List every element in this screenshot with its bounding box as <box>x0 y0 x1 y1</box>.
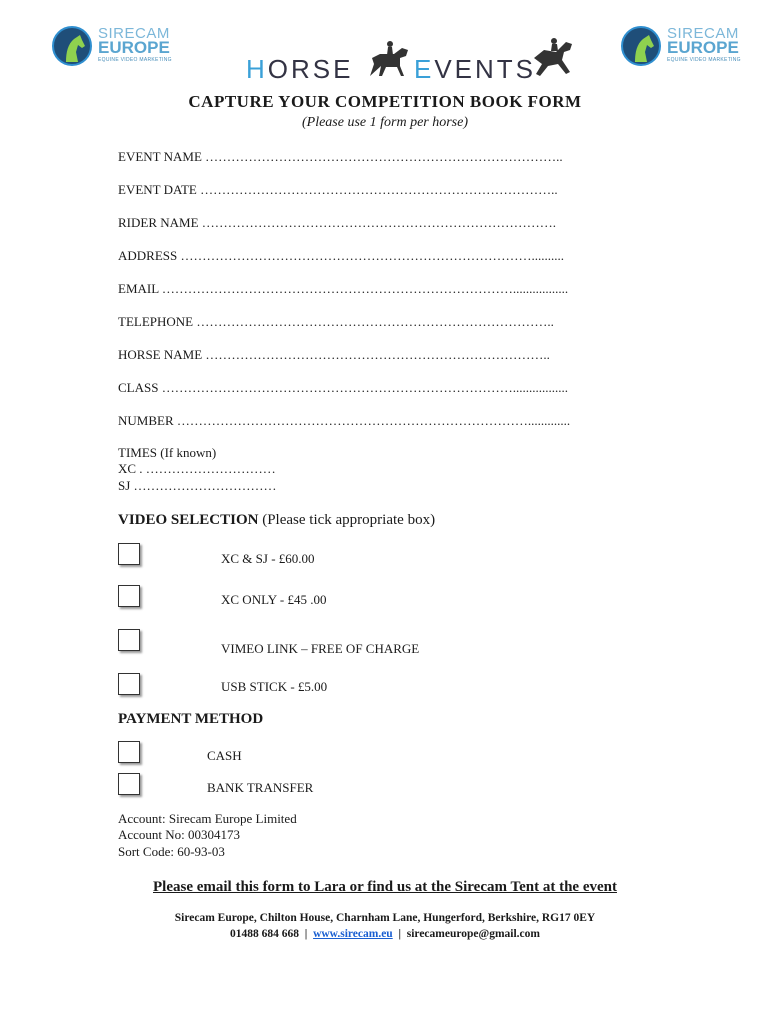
class-field[interactable]: CLASS ………………………………………………………………………................. <box>118 380 568 395</box>
contact-line <box>0 928 770 940</box>
brand-word-events: EVENTS <box>414 54 537 84</box>
xc-time-field[interactable]: XC . ………………………… <box>118 461 276 476</box>
logo-line-2: EUROPE <box>98 38 170 57</box>
logo-line-3: EQUINE VIDEO MARKETING <box>98 57 172 63</box>
vimeo-link-option-label: VIMEO LINK – FREE OF CHARGE <box>221 641 420 656</box>
horse-head-icon <box>52 26 92 66</box>
sirecam-logo-left <box>52 24 177 70</box>
event-date-field[interactable]: EVENT DATE ……………………………………………………………………….. <box>118 182 558 197</box>
video-selection-title: VIDEO SELECTION <box>118 512 259 528</box>
brand-word-horse: HORSE <box>246 54 354 84</box>
separator: | <box>304 928 308 940</box>
email-field[interactable]: EMAIL ………………………………………………………………………................. <box>118 281 569 296</box>
account-number: Account No: 00304173 <box>118 827 241 842</box>
sirecam-logo-right <box>621 24 746 70</box>
xc-only-checkbox[interactable] <box>118 585 140 607</box>
cash-option-label: CASH <box>207 748 242 763</box>
cash-checkbox[interactable] <box>118 741 140 763</box>
xc-sj-checkbox[interactable] <box>118 543 140 565</box>
bank-transfer-checkbox[interactable] <box>118 773 140 795</box>
horse-head-icon <box>621 26 661 66</box>
jumping-horse-icon <box>532 38 578 80</box>
form-subtitle: (Please use 1 form per horse) <box>301 115 469 130</box>
horse-name-field[interactable]: HORSE NAME …………………………………………………………………….. <box>118 347 550 362</box>
logo-line-3: EQUINE VIDEO MARKETING <box>667 57 741 63</box>
address-field[interactable]: ADDRESS ……………………………………………………………………….......... <box>118 248 564 263</box>
account-name: Account: Sirecam Europe Limited <box>118 811 297 826</box>
usb-stick-checkbox[interactable] <box>118 673 140 695</box>
email-instruction: Please email this form to Lara or find us at the Sirecam Tent at the event <box>153 879 617 895</box>
payment-method-heading: PAYMENT METHOD <box>118 711 264 727</box>
website-link[interactable]: www.sirecam.eu <box>313 928 393 940</box>
company-address: Sirecam Europe, Chilton House, Charnham Lane, Hungerford, Berkshire, RG17 0EY <box>174 912 596 924</box>
logo-line-2: EUROPE <box>667 38 739 57</box>
times-label: TIMES (If known) <box>118 445 217 460</box>
event-name-field[interactable]: EVENT NAME ……………………………………………………………………….. <box>118 149 563 164</box>
form-title: CAPTURE YOUR COMPETITION BOOK FORM <box>188 92 582 111</box>
video-selection-heading <box>118 512 435 529</box>
usb-stick-option-label: USB STICK - £5.00 <box>221 679 328 694</box>
xc-sj-option-label: XC & SJ - £60.00 <box>221 551 315 566</box>
vimeo-link-checkbox[interactable] <box>118 629 140 651</box>
separator: | <box>398 928 401 940</box>
horse-events-logo <box>246 38 586 82</box>
sort-code: Sort Code: 60-93-03 <box>118 844 225 859</box>
rider-name-field[interactable]: RIDER NAME ………………………………………………………………………. <box>118 215 557 230</box>
phone-number: 01488 684 668 <box>230 928 300 940</box>
telephone-field[interactable]: TELEPHONE ……………………………………………………………………….. <box>118 314 554 329</box>
email-address[interactable]: sirecameurope@gmail.com <box>406 928 540 940</box>
video-selection-note: (Please tick appropriate box) <box>262 512 436 528</box>
dressage-horse-icon <box>364 40 414 80</box>
logo-line-1: SIRECAM <box>667 25 739 42</box>
xc-only-option-label: XC ONLY - £45 .00 <box>221 592 327 607</box>
bank-transfer-option-label: BANK TRANSFER <box>207 780 314 795</box>
number-field[interactable]: NUMBER ………………………………………………………………………............. <box>118 413 571 428</box>
sj-time-field[interactable]: SJ …………………………… <box>118 478 277 493</box>
logo-line-1: SIRECAM <box>98 25 170 42</box>
